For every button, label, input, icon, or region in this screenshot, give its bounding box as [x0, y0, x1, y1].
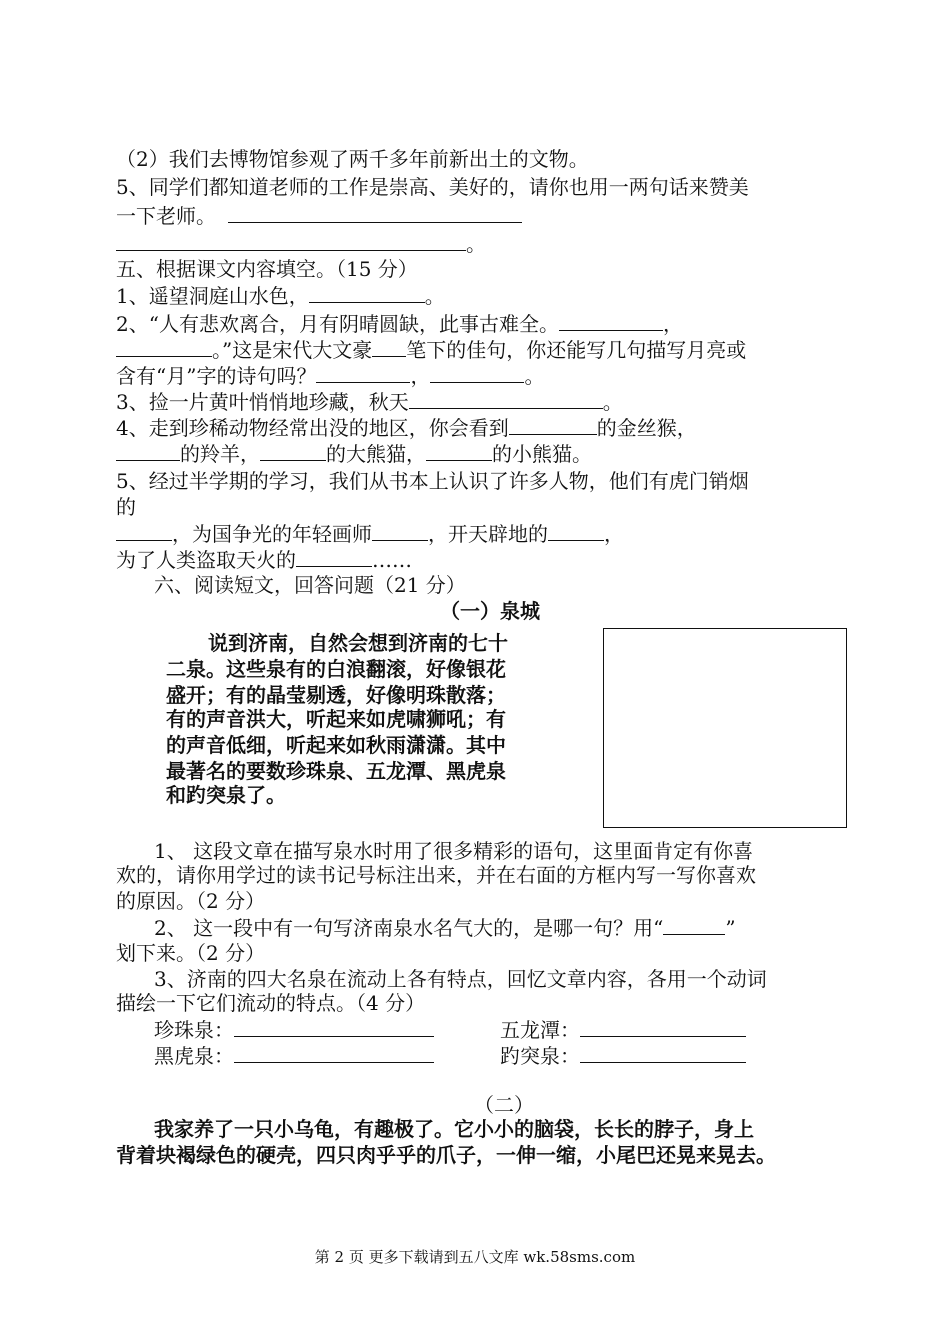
passage-2-line: 我家养了一只小乌龟，有趣极了。它小小的脑袋，长长的脖子，身上: [154, 1117, 754, 1141]
fill-item-2-line-c: 含有“月”字的诗句吗？ ， 。: [116, 364, 545, 388]
spring-zhenzhu: 珍珠泉：: [154, 1016, 434, 1043]
fill-item-3: 3、捡一片黄叶悄悄地珍藏，秋天 。: [116, 390, 623, 414]
passage-1-line: 二泉。这些泉有的白浪翻滚，好像银花: [166, 657, 506, 681]
spring-heihu: 黑虎泉：: [154, 1042, 434, 1069]
passage-1-line: 的声音低细，听起来如秋雨潇潇。其中: [166, 733, 506, 757]
question-3-line-b: 描绘一下它们流动的特点。（4 分）: [116, 991, 426, 1015]
passage-1-line: 盛开；有的晶莹剔透，好像明珠散落；: [166, 683, 506, 707]
answer-blank[interactable]: [234, 1042, 434, 1063]
fill-item-2-line-a: 2、“人有悲欢离合，月有阴晴圆缺，此事古难全。 ，: [116, 312, 683, 336]
answer-blank[interactable]: [116, 230, 466, 251]
question-5-line-b: 一下老师。: [116, 202, 522, 229]
answer-blank[interactable]: [426, 440, 492, 461]
passage-1-line: 最著名的要数珍珠泉、五龙潭、黑虎泉: [166, 759, 506, 783]
answer-blank[interactable]: [116, 336, 212, 357]
fill-item-4-line-a: 4、走到珍稀动物经常出没的地区，你会看到 的金丝猴，: [116, 416, 697, 440]
answer-blank[interactable]: [430, 362, 524, 383]
answer-blank[interactable]: [309, 282, 425, 303]
answer-blank[interactable]: [409, 388, 603, 409]
answer-blank[interactable]: [234, 1016, 434, 1037]
passage-1-line: 有的声音洪大，听起来如虎啸狮吼；有: [166, 707, 506, 731]
passage-1-title: （一）泉城: [440, 599, 540, 623]
spring-baotu: 趵突泉：: [500, 1042, 746, 1069]
passage-2-title: （二）: [474, 1093, 534, 1117]
answer-blank[interactable]: [260, 440, 326, 461]
answer-box[interactable]: [603, 628, 847, 828]
fill-item-5-line-a: 5、经过半学期的学习，我们从书本上认识了许多人物，他们有虎门销烟: [116, 469, 749, 493]
passage-1-line: 说到济南，自然会想到济南的七十: [208, 631, 508, 655]
passage-2-line: 背着块褐绿色的硬壳，四只肉乎乎的爪子，一伸一缩，小尾巴还晃来晃去。: [116, 1143, 776, 1167]
fill-item-1: 1、遥望洞庭山水色， 。: [116, 284, 445, 308]
question-2-line-a: 2、 这一段中有一句写济南泉水名气大的，是哪一句？用“ ”: [154, 916, 736, 940]
spring-wulongtan: 五龙潭：: [500, 1016, 746, 1043]
question-5-line-a: 5、同学们都知道老师的工作是崇高、美好的，请你也用一两句话来赞美: [116, 175, 749, 199]
answer-blank[interactable]: [509, 414, 597, 435]
answer-blank[interactable]: [116, 520, 172, 541]
question-1-line-b: 欢的，请你用学过的读书记号标注出来，并在右面的方框内写一写你喜欢: [116, 863, 756, 887]
answer-blank[interactable]: [228, 202, 522, 223]
answer-blank[interactable]: [372, 336, 406, 357]
answer-blank[interactable]: [372, 520, 428, 541]
answer-blank[interactable]: [548, 520, 604, 541]
answer-blank[interactable]: [663, 914, 725, 935]
fill-item-4-line-b: 的羚羊， 的大熊猫， 的小熊猫。: [116, 440, 592, 467]
fill-item-5-line-b: 的: [116, 495, 136, 519]
passage-1-line: 和趵突泉了。: [166, 783, 286, 807]
answer-blank[interactable]: [580, 1016, 746, 1037]
question-5-line-c: 。: [116, 230, 486, 257]
question-1-line-a: 1、 这段文章在描写泉水时用了很多精彩的语句，这里面肯定有你喜: [154, 839, 754, 863]
page-footer: 第 2 页 更多下载请到五八文库 wk.58sms.com: [314, 1248, 636, 1266]
fill-item-2-line-b: 。”这是宋代大文豪 笔下的佳句，你还能写几句描写月亮或: [116, 336, 746, 363]
fill-item-5-line-d: 为了人类盗取天火的 ……: [116, 548, 412, 572]
answer-blank[interactable]: [580, 1042, 746, 1063]
answer-blank[interactable]: [316, 362, 410, 383]
section-6-heading: 六、阅读短文，回答问题（21 分）: [154, 573, 466, 597]
question-2-line-b: 划下来。（2 分）: [116, 941, 266, 965]
section-5-heading: 五、根据课文内容填空。（15 分）: [116, 257, 418, 281]
answer-blank[interactable]: [116, 440, 180, 461]
sentence-2: （2）我们去博物馆参观了两千多年前新出土的文物。: [116, 147, 589, 171]
question-3-line-a: 3、济南的四大名泉在流动上各有特点，回忆文章内容，各用一个动词: [154, 967, 767, 991]
question-1-line-c: 的原因。（2 分）: [116, 889, 266, 913]
fill-item-5-line-c: ，为国争光的年轻画师 ，开天辟地的 ，: [116, 520, 624, 547]
answer-blank[interactable]: [559, 310, 663, 331]
answer-blank[interactable]: [296, 546, 372, 567]
